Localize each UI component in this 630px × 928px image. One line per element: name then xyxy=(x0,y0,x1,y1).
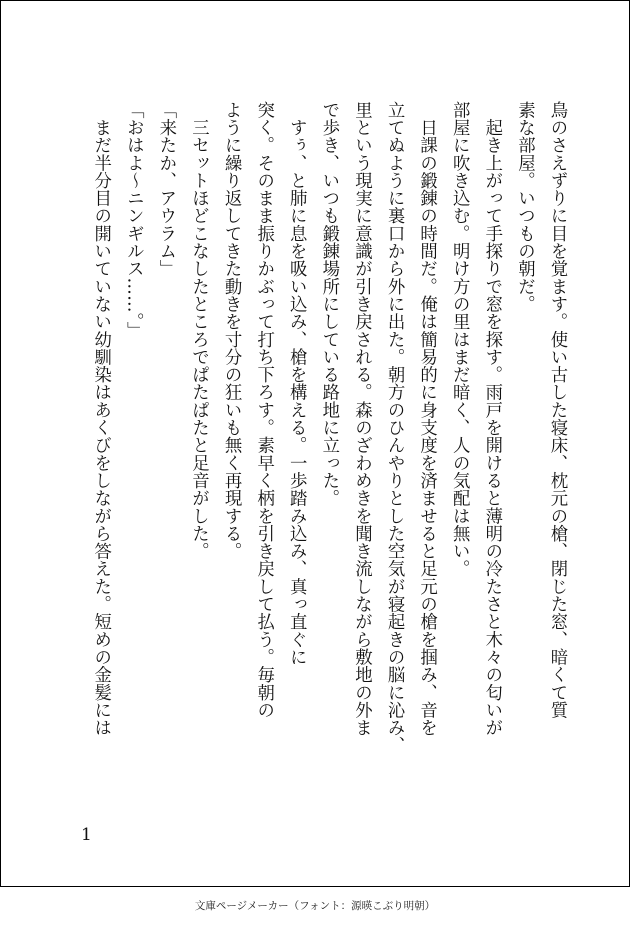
text-line-14: 「おはよ〜ニンギルス……。」 xyxy=(123,101,144,340)
text-line-7: 里という現実に意識が引き戻される。森のざわめきを聞き流しながら敷地の外ま xyxy=(351,101,372,737)
text-line-9: すぅ、と肺に息を吸い込み、槍を構える。一歩踏み込み、真っ直ぐに xyxy=(286,101,307,666)
footer-caption: 文庫ページメーカー（フォント：源暎こぶり明朝） xyxy=(194,900,436,912)
text-line-10: 突く。そのまま振りかぶって打ち下ろす。素早く柄を引き戻して払う。毎朝の xyxy=(253,101,274,719)
page-number: 1 xyxy=(81,825,92,845)
text-line-1: 鳥のさえずりに目を覚ます。使い古した寝床、枕元の槍、閉じた窓、暗くて質 xyxy=(547,101,567,719)
text-line-8: で歩き、いつも鍛錬場所にしている路地に立った。 xyxy=(318,101,339,507)
text-line-3: 起き上がって手探りで窓を探す。雨戸を開けると薄明の冷たさと木々の匂いが xyxy=(481,101,502,737)
text-line-2: 素な部屋。いつもの朝だ。 xyxy=(514,101,535,313)
text-line-5: 日課の鍛錬の時間だ。俺は簡易的に身支度を済ませると足元の槍を掴み、音を xyxy=(416,101,437,737)
text-line-11: ように繰り返してきた動きを寸分の狂いも無く再現する。 xyxy=(221,101,242,560)
text-line-12: 三セットほどこなしたところでぱたぱたと足音がした。 xyxy=(188,101,209,560)
text-line-15: まだ半分目の開いていない幼馴染はあくびをしながら答えた。短めの金髪には xyxy=(90,101,111,737)
text-line-13: 「来たか、アウラム」 xyxy=(155,101,176,278)
body-text xyxy=(84,101,573,801)
text-line-4: 部屋に吹き込む。明け方の里はまだ暗く、人の気配は無い。 xyxy=(449,101,470,578)
text-line-6: 立てぬように裏口から外に出た。朝方のひんやりとした空気が寝起きの脳に沁み、 xyxy=(384,101,405,755)
